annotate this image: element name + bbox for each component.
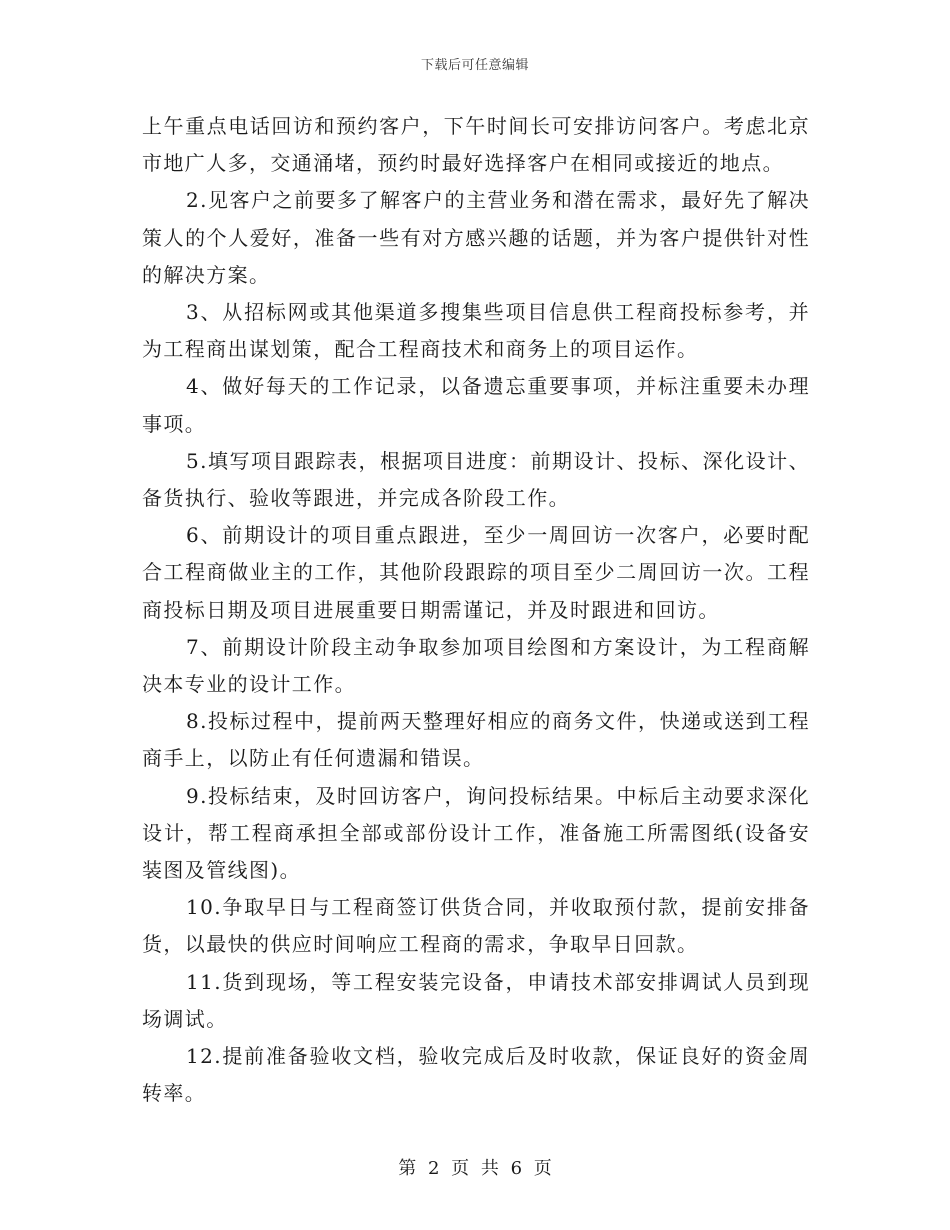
paragraph-item-9: 9.投标结束，及时回访客户，询问投标结果。中标后主动要求深化设计，帮工程商承担全部或部份设计工作，准备施工所需图纸(设备安装图及管线图)。 — [142, 783, 810, 883]
paragraph-item-7: 7、前期设计阶段主动争取参加项目绘图和方案设计，为工程商解决本专业的设计工作。 — [142, 634, 810, 697]
paragraph-item-6: 6、前期设计的项目重点跟进，至少一周回访一次客户，必要时配合工程商做业主的工作，其他阶段跟踪的项目至少二周回访一次。工程商投标日期及项目进展重要日期需谨记，并及时跟进和回访。 — [142, 523, 810, 622]
document-body — [142, 108, 810, 1112]
paragraph-item-8: 8.投标过程中，提前两天整理好相应的商务文件，快递或送到工程商手上，以防止有任何遗漏和错误。 — [142, 709, 810, 771]
paragraph-item-3: 3、从招标网或其他渠道多搜集些项目信息供工程商投标参考，并为工程商出谋划策，配合工程商技术和商务上的项目运作。 — [142, 300, 810, 362]
paragraph-item-11: 11.货到现场，等工程安装完设备，申请技术部安排调试人员到现场调试。 — [142, 969, 810, 1031]
paragraph-item-5: 5.填写项目跟踪表，根据项目进度：前期设计、投标、深化设计、备货执行、验收等跟进，并完成各阶段工作。 — [142, 448, 810, 511]
paragraph-item-12: 12.提前准备验收文档，验收完成后及时收款，保证良好的资金周转率。 — [142, 1044, 810, 1106]
paragraph-continued: 上午重点电话回访和预约客户，下午时间长可安排访问客户。考虑北京市地广人多，交通涌堵，预约时最好选择客户在相同或接近的地点。 — [142, 114, 810, 176]
paragraph-item-2: 2.见客户之前要多了解客户的主营业务和潜在需求，最好先了解决策人的个人爱好，准备一些有对方感兴趣的话题，并为客户提供针对性的解决方案。 — [142, 188, 810, 287]
page-header: 下载后可任意编辑 — [420, 58, 529, 73]
paragraph-item-10: 10.争取早日与工程商签订供货合同，并收取预付款，提前安排备货，以最快的供应时间响应工程商的需求，争取早日回款。 — [142, 895, 810, 957]
page-number-footer: 第 2 页 共 6 页 — [398, 1158, 552, 1179]
paragraph-item-4: 4、做好每天的工作记录，以备遗忘重要事项，并标注重要未办理事项。 — [142, 374, 810, 436]
